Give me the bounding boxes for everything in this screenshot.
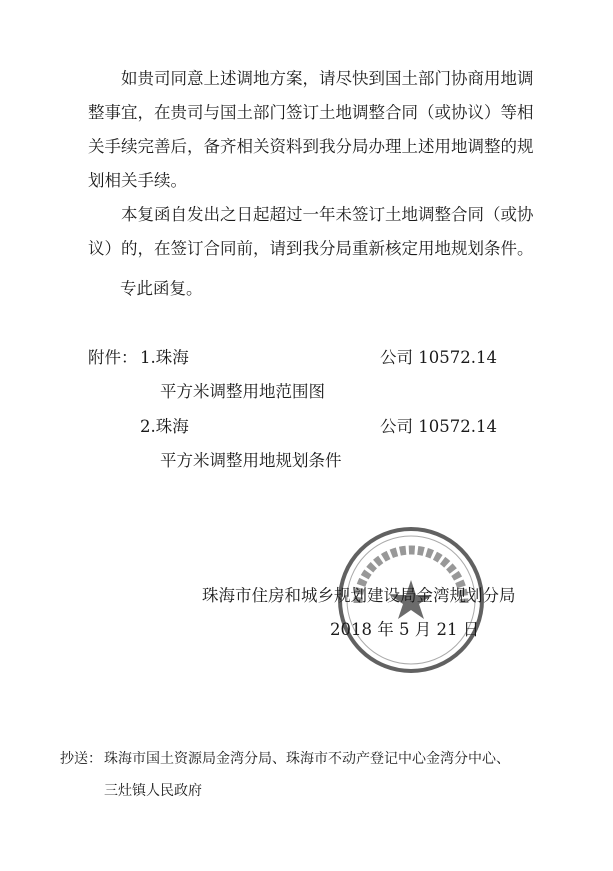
attachment-1-prefix: 1.珠海 bbox=[140, 348, 189, 367]
attachment-2-company: 公司 10572.14 bbox=[380, 417, 497, 436]
issue-date: 2018 年 5 月 21 日 bbox=[330, 620, 480, 639]
cc-line-2: 三灶镇人民政府 bbox=[104, 783, 202, 799]
paragraph-2: 本复函自发出之日起超过一年未签订土地调整合同（或协议）的，在签订合同前，请到我分局重新核定用地规划条件。 bbox=[88, 205, 534, 258]
attachment-1-suffix: 平方米调整用地范围图 bbox=[160, 382, 325, 401]
attachment-2-prefix: 2.珠海 bbox=[140, 417, 189, 436]
paragraph-1: 如贵司同意上述调地方案，请尽快到国土部门协商用地调整事宜，在贵司与国土部门签订土地调整合同（或协议）等相关手续完善后，备齐相关资料到我分局办理上述用地调整的规划相关手续。 bbox=[88, 69, 534, 190]
cc-label: 抄送： bbox=[60, 751, 102, 767]
issuer-name: 珠海市住房和城乡规划建设局金湾规划分局 bbox=[202, 586, 516, 605]
attachment-1-company: 公司 10572.14 bbox=[380, 348, 497, 367]
attachment-2-suffix: 平方米调整用地规划条件 bbox=[160, 451, 342, 470]
closing-text: 专此函复。 bbox=[120, 279, 203, 298]
attachments-label: 附件： bbox=[88, 348, 138, 367]
cc-line-1: 珠海市国土资源局金湾分局、珠海市不动产登记中心金湾分中心、 bbox=[104, 751, 510, 767]
